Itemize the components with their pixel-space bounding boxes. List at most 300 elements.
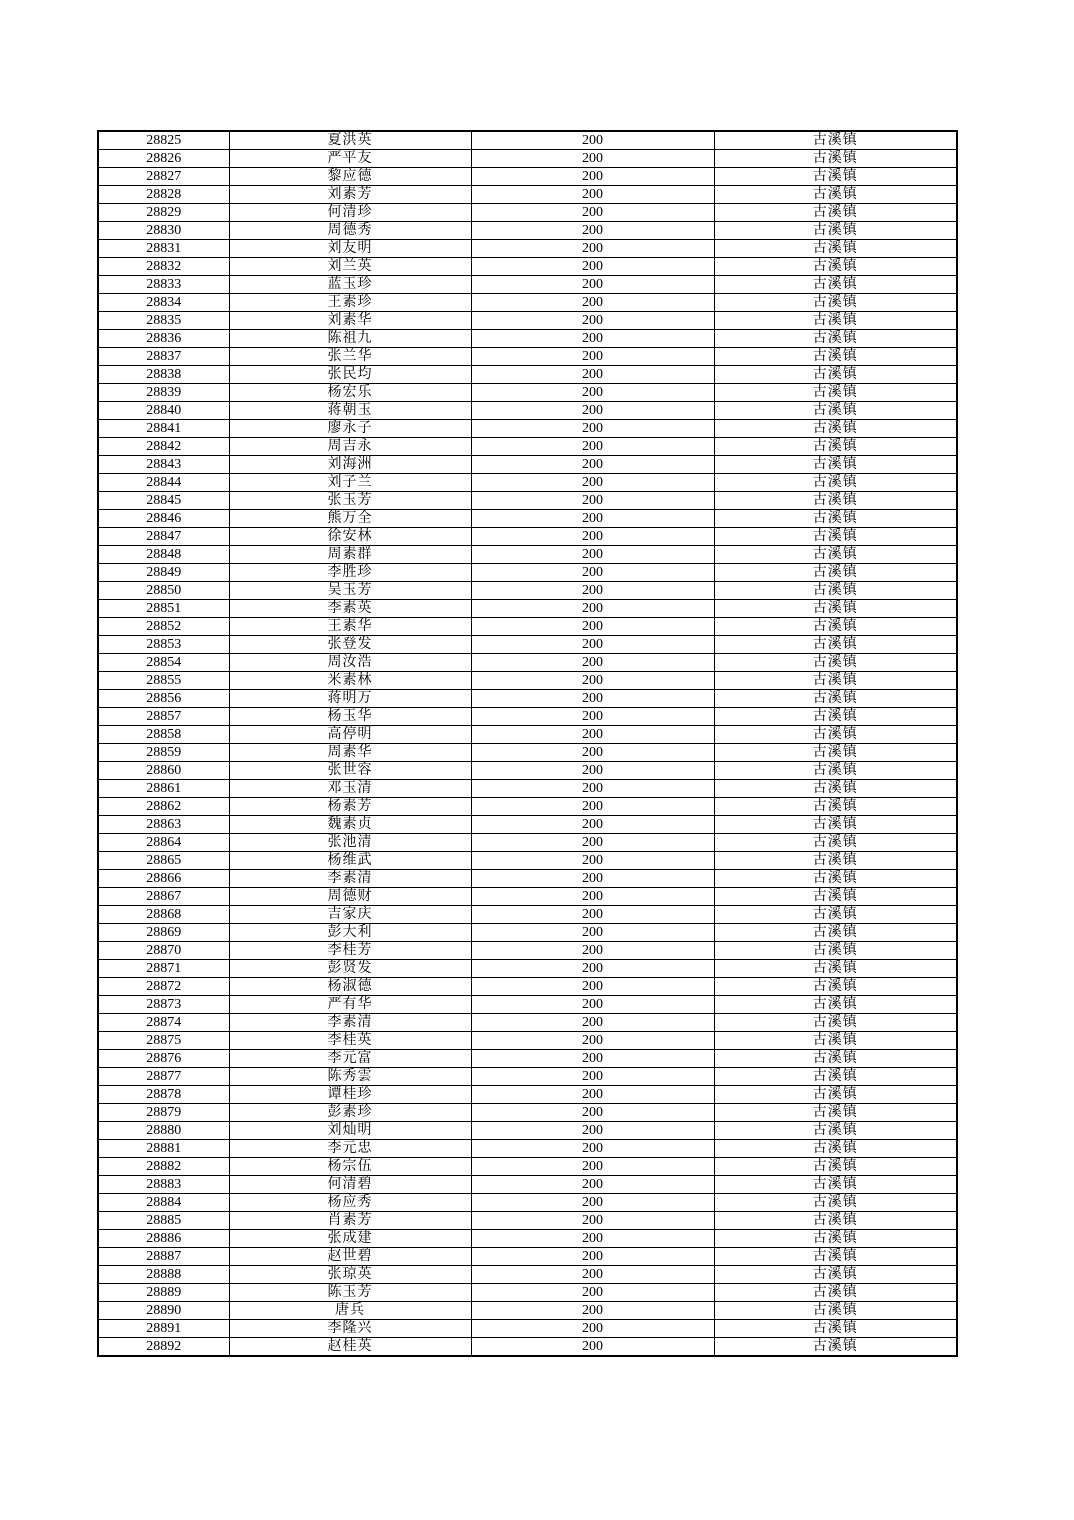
table-row (98, 1302, 957, 1320)
id-cell: 28889 (98, 1284, 229, 1302)
name-cell: 张玉芳 (229, 492, 471, 510)
amount-cell: 200 (471, 456, 714, 474)
amount-cell: 200 (471, 1104, 714, 1122)
table-row (98, 402, 957, 420)
table-row (98, 996, 957, 1014)
name-cell: 陈玉芳 (229, 1284, 471, 1302)
id-cell: 28855 (98, 672, 229, 690)
town-cell: 古溪镇 (714, 1014, 957, 1032)
amount-cell: 200 (471, 924, 714, 942)
id-cell: 28848 (98, 546, 229, 564)
id-cell: 28831 (98, 240, 229, 258)
table-row (98, 204, 957, 222)
name-cell: 廖永子 (229, 420, 471, 438)
id-cell: 28861 (98, 780, 229, 798)
id-cell: 28836 (98, 330, 229, 348)
name-cell: 张兰华 (229, 348, 471, 366)
name-cell: 刘灿明 (229, 1122, 471, 1140)
table-row (98, 150, 957, 168)
id-cell: 28853 (98, 636, 229, 654)
id-cell: 28847 (98, 528, 229, 546)
name-cell: 魏素贞 (229, 816, 471, 834)
id-cell: 28876 (98, 1050, 229, 1068)
table-row (98, 186, 957, 204)
table-row (98, 1104, 957, 1122)
name-cell: 张成建 (229, 1230, 471, 1248)
table-row (98, 276, 957, 294)
town-cell: 古溪镇 (714, 906, 957, 924)
id-cell: 28835 (98, 312, 229, 330)
name-cell: 杨玉华 (229, 708, 471, 726)
amount-cell: 200 (471, 582, 714, 600)
id-cell: 28839 (98, 384, 229, 402)
table-row (98, 528, 957, 546)
id-cell: 28842 (98, 438, 229, 456)
id-cell: 28833 (98, 276, 229, 294)
table-row (98, 312, 957, 330)
name-cell: 熊万全 (229, 510, 471, 528)
amount-cell: 200 (471, 150, 714, 168)
town-cell: 古溪镇 (714, 690, 957, 708)
id-cell: 28886 (98, 1230, 229, 1248)
amount-cell: 200 (471, 1158, 714, 1176)
town-cell: 古溪镇 (714, 1248, 957, 1266)
town-cell: 古溪镇 (714, 978, 957, 996)
town-cell: 古溪镇 (714, 1104, 957, 1122)
id-cell: 28852 (98, 618, 229, 636)
amount-cell: 200 (471, 474, 714, 492)
table-row (98, 1032, 957, 1050)
name-cell: 王素华 (229, 618, 471, 636)
amount-cell: 200 (471, 510, 714, 528)
id-cell: 28844 (98, 474, 229, 492)
name-cell: 周德财 (229, 888, 471, 906)
town-cell: 古溪镇 (714, 546, 957, 564)
amount-cell: 200 (471, 276, 714, 294)
name-cell: 彭素珍 (229, 1104, 471, 1122)
amount-cell: 200 (471, 1122, 714, 1140)
table-row (98, 1014, 957, 1032)
table-row (98, 222, 957, 240)
name-cell: 彭贤发 (229, 960, 471, 978)
table-row (98, 564, 957, 582)
town-cell: 古溪镇 (714, 240, 957, 258)
name-cell: 吴玉芳 (229, 582, 471, 600)
name-cell: 徐安林 (229, 528, 471, 546)
id-cell: 28864 (98, 834, 229, 852)
name-cell: 杨素芳 (229, 798, 471, 816)
table-row (98, 474, 957, 492)
town-cell: 古溪镇 (714, 384, 957, 402)
amount-cell: 200 (471, 1140, 714, 1158)
amount-cell: 200 (471, 708, 714, 726)
table-row (98, 924, 957, 942)
table-row (98, 726, 957, 744)
name-cell: 米素林 (229, 672, 471, 690)
amount-cell: 200 (471, 1284, 714, 1302)
table-row (98, 636, 957, 654)
table-row (98, 618, 957, 636)
id-cell: 28891 (98, 1320, 229, 1338)
name-cell: 李桂英 (229, 1032, 471, 1050)
town-cell: 古溪镇 (714, 348, 957, 366)
table-row (98, 582, 957, 600)
town-cell: 古溪镇 (714, 1032, 957, 1050)
table-row (98, 1248, 957, 1266)
table-row (98, 834, 957, 852)
town-cell: 古溪镇 (714, 942, 957, 960)
table-row (98, 1194, 957, 1212)
amount-cell: 200 (471, 654, 714, 672)
table-row (98, 942, 957, 960)
name-cell: 张琼英 (229, 1266, 471, 1284)
table-row (98, 708, 957, 726)
table-row (98, 330, 957, 348)
amount-cell: 200 (471, 888, 714, 906)
id-cell: 28830 (98, 222, 229, 240)
town-cell: 古溪镇 (714, 834, 957, 852)
name-cell: 蒋朝玉 (229, 402, 471, 420)
town-cell: 古溪镇 (714, 258, 957, 276)
table-row (98, 672, 957, 690)
id-cell: 28837 (98, 348, 229, 366)
amount-cell: 200 (471, 690, 714, 708)
name-cell: 何清珍 (229, 204, 471, 222)
amount-cell: 200 (471, 1248, 714, 1266)
id-cell: 28880 (98, 1122, 229, 1140)
table-row (98, 168, 957, 186)
town-cell: 古溪镇 (714, 1050, 957, 1068)
table-row (98, 258, 957, 276)
id-cell: 28834 (98, 294, 229, 312)
name-cell: 李隆兴 (229, 1320, 471, 1338)
table-row (98, 384, 957, 402)
town-cell: 古溪镇 (714, 312, 957, 330)
table-row (98, 1176, 957, 1194)
name-cell: 蓝玉珍 (229, 276, 471, 294)
amount-cell: 200 (471, 798, 714, 816)
name-cell: 谭桂珍 (229, 1086, 471, 1104)
table-row (98, 1284, 957, 1302)
id-cell: 28840 (98, 402, 229, 420)
name-cell: 刘兰英 (229, 258, 471, 276)
amount-cell: 200 (471, 1050, 714, 1068)
town-cell: 古溪镇 (714, 582, 957, 600)
name-cell: 严有华 (229, 996, 471, 1014)
table-row (98, 1212, 957, 1230)
amount-cell: 200 (471, 1230, 714, 1248)
amount-cell: 200 (471, 870, 714, 888)
table-row (98, 798, 957, 816)
town-cell: 古溪镇 (714, 1158, 957, 1176)
name-cell: 周汝浩 (229, 654, 471, 672)
table-row (98, 744, 957, 762)
amount-cell: 200 (471, 1302, 714, 1320)
name-cell: 杨应秀 (229, 1194, 471, 1212)
amount-cell: 200 (471, 258, 714, 276)
id-cell: 28884 (98, 1194, 229, 1212)
table-row (98, 870, 957, 888)
id-cell: 28865 (98, 852, 229, 870)
amount-cell: 200 (471, 1266, 714, 1284)
table-row (98, 456, 957, 474)
name-cell: 蒋明万 (229, 690, 471, 708)
town-cell: 古溪镇 (714, 924, 957, 942)
id-cell: 28879 (98, 1104, 229, 1122)
name-cell: 黎应德 (229, 168, 471, 186)
amount-cell: 200 (471, 546, 714, 564)
table-row (98, 654, 957, 672)
name-cell: 刘海洲 (229, 456, 471, 474)
table-row (98, 780, 957, 798)
town-cell: 古溪镇 (714, 672, 957, 690)
amount-cell: 200 (471, 528, 714, 546)
name-cell: 李元富 (229, 1050, 471, 1068)
amount-cell: 200 (471, 168, 714, 186)
table-row (98, 1086, 957, 1104)
table-row (98, 852, 957, 870)
id-cell: 28885 (98, 1212, 229, 1230)
id-cell: 28878 (98, 1086, 229, 1104)
id-cell: 28869 (98, 924, 229, 942)
id-cell: 28887 (98, 1248, 229, 1266)
town-cell: 古溪镇 (714, 1086, 957, 1104)
town-cell: 古溪镇 (714, 1266, 957, 1284)
table-row (98, 1050, 957, 1068)
table-row (98, 1140, 957, 1158)
name-cell: 刘素芳 (229, 186, 471, 204)
name-cell: 陈秀雲 (229, 1068, 471, 1086)
amount-cell: 200 (471, 1212, 714, 1230)
name-cell: 李胜珍 (229, 564, 471, 582)
town-cell: 古溪镇 (714, 1194, 957, 1212)
town-cell: 古溪镇 (714, 204, 957, 222)
id-cell: 28832 (98, 258, 229, 276)
table-row (98, 492, 957, 510)
id-cell: 28843 (98, 456, 229, 474)
amount-cell: 200 (471, 1176, 714, 1194)
name-cell: 高停明 (229, 726, 471, 744)
name-cell: 彭大利 (229, 924, 471, 942)
amount-cell: 200 (471, 1014, 714, 1032)
town-cell: 古溪镇 (714, 996, 957, 1014)
table-row (98, 888, 957, 906)
town-cell: 古溪镇 (714, 1284, 957, 1302)
town-cell: 古溪镇 (714, 1230, 957, 1248)
id-cell: 28854 (98, 654, 229, 672)
town-cell: 古溪镇 (714, 960, 957, 978)
table-row (98, 1230, 957, 1248)
town-cell: 古溪镇 (714, 222, 957, 240)
amount-cell: 200 (471, 618, 714, 636)
id-cell: 28838 (98, 366, 229, 384)
amount-cell: 200 (471, 996, 714, 1014)
amount-cell: 200 (471, 834, 714, 852)
town-cell: 古溪镇 (714, 420, 957, 438)
table-row (98, 978, 957, 996)
id-cell: 28870 (98, 942, 229, 960)
name-cell: 杨宗伍 (229, 1158, 471, 1176)
amount-cell: 200 (471, 294, 714, 312)
town-cell: 古溪镇 (714, 402, 957, 420)
id-cell: 28845 (98, 492, 229, 510)
town-cell: 古溪镇 (714, 1176, 957, 1194)
table-row (98, 1122, 957, 1140)
id-cell: 28873 (98, 996, 229, 1014)
town-cell: 古溪镇 (714, 276, 957, 294)
id-cell: 28875 (98, 1032, 229, 1050)
table-row (98, 690, 957, 708)
town-cell: 古溪镇 (714, 744, 957, 762)
town-cell: 古溪镇 (714, 1338, 957, 1357)
amount-cell: 200 (471, 564, 714, 582)
amount-cell: 200 (471, 384, 714, 402)
town-cell: 古溪镇 (714, 762, 957, 780)
amount-cell: 200 (471, 726, 714, 744)
amount-cell: 200 (471, 204, 714, 222)
table-row (98, 960, 957, 978)
town-cell: 古溪镇 (714, 186, 957, 204)
name-cell: 赵桂英 (229, 1338, 471, 1357)
amount-cell: 200 (471, 762, 714, 780)
town-cell: 古溪镇 (714, 1302, 957, 1320)
amount-cell: 200 (471, 131, 714, 150)
id-cell: 28860 (98, 762, 229, 780)
amount-cell: 200 (471, 1086, 714, 1104)
amount-cell: 200 (471, 186, 714, 204)
amount-cell: 200 (471, 420, 714, 438)
town-cell: 古溪镇 (714, 168, 957, 186)
id-cell: 28888 (98, 1266, 229, 1284)
name-cell: 周吉永 (229, 438, 471, 456)
name-cell: 肖素芳 (229, 1212, 471, 1230)
id-cell: 28868 (98, 906, 229, 924)
id-cell: 28859 (98, 744, 229, 762)
id-cell: 28826 (98, 150, 229, 168)
amount-cell: 200 (471, 366, 714, 384)
amount-cell: 200 (471, 222, 714, 240)
amount-cell: 200 (471, 906, 714, 924)
town-cell: 古溪镇 (714, 816, 957, 834)
name-cell: 邓玉清 (229, 780, 471, 798)
amount-cell: 200 (471, 744, 714, 762)
id-cell: 28850 (98, 582, 229, 600)
town-cell: 古溪镇 (714, 708, 957, 726)
table-row (98, 546, 957, 564)
table-row (98, 1068, 957, 1086)
table-row (98, 1158, 957, 1176)
name-cell: 陈祖九 (229, 330, 471, 348)
town-cell: 古溪镇 (714, 150, 957, 168)
id-cell: 28828 (98, 186, 229, 204)
name-cell: 李素清 (229, 1014, 471, 1032)
table-row (98, 510, 957, 528)
town-cell: 古溪镇 (714, 1122, 957, 1140)
name-cell: 李素英 (229, 600, 471, 618)
table-row (98, 1338, 957, 1357)
table-row (98, 816, 957, 834)
town-cell: 古溪镇 (714, 564, 957, 582)
name-cell: 刘素华 (229, 312, 471, 330)
name-cell: 夏洪英 (229, 131, 471, 150)
table-row (98, 762, 957, 780)
town-cell: 古溪镇 (714, 780, 957, 798)
table-row (98, 600, 957, 618)
table-row (98, 420, 957, 438)
name-cell: 刘友明 (229, 240, 471, 258)
amount-cell: 200 (471, 348, 714, 366)
town-cell: 古溪镇 (714, 600, 957, 618)
town-cell: 古溪镇 (714, 528, 957, 546)
name-cell: 张登发 (229, 636, 471, 654)
name-cell: 吉家庆 (229, 906, 471, 924)
amount-cell: 200 (471, 780, 714, 798)
id-cell: 28849 (98, 564, 229, 582)
town-cell: 古溪镇 (714, 330, 957, 348)
table-row (98, 240, 957, 258)
name-cell: 赵世碧 (229, 1248, 471, 1266)
name-cell: 王素珍 (229, 294, 471, 312)
id-cell: 28863 (98, 816, 229, 834)
id-cell: 28825 (98, 131, 229, 150)
id-cell: 28829 (98, 204, 229, 222)
name-cell: 李素清 (229, 870, 471, 888)
amount-cell: 200 (471, 312, 714, 330)
table-body (98, 131, 957, 1356)
name-cell: 张民均 (229, 366, 471, 384)
name-cell: 张世容 (229, 762, 471, 780)
id-cell: 28871 (98, 960, 229, 978)
town-cell: 古溪镇 (714, 510, 957, 528)
id-cell: 28867 (98, 888, 229, 906)
name-cell: 周德秀 (229, 222, 471, 240)
town-cell: 古溪镇 (714, 888, 957, 906)
id-cell: 28881 (98, 1140, 229, 1158)
id-cell: 28890 (98, 1302, 229, 1320)
amount-cell: 200 (471, 492, 714, 510)
table-row (98, 906, 957, 924)
name-cell: 杨宏乐 (229, 384, 471, 402)
id-cell: 28874 (98, 1014, 229, 1032)
amount-cell: 200 (471, 240, 714, 258)
table-row (98, 348, 957, 366)
table-row (98, 294, 957, 312)
data-table (97, 130, 958, 1357)
amount-cell: 200 (471, 330, 714, 348)
town-cell: 古溪镇 (714, 366, 957, 384)
id-cell: 28892 (98, 1338, 229, 1357)
amount-cell: 200 (471, 600, 714, 618)
name-cell: 杨维武 (229, 852, 471, 870)
town-cell: 古溪镇 (714, 456, 957, 474)
name-cell: 严平友 (229, 150, 471, 168)
id-cell: 28866 (98, 870, 229, 888)
table-row (98, 438, 957, 456)
town-cell: 古溪镇 (714, 1320, 957, 1338)
table-row (98, 366, 957, 384)
town-cell: 古溪镇 (714, 618, 957, 636)
town-cell: 古溪镇 (714, 474, 957, 492)
id-cell: 28827 (98, 168, 229, 186)
amount-cell: 200 (471, 978, 714, 996)
id-cell: 28856 (98, 690, 229, 708)
name-cell: 周素华 (229, 744, 471, 762)
id-cell: 28883 (98, 1176, 229, 1194)
town-cell: 古溪镇 (714, 492, 957, 510)
name-cell: 唐兵 (229, 1302, 471, 1320)
id-cell: 28882 (98, 1158, 229, 1176)
town-cell: 古溪镇 (714, 726, 957, 744)
